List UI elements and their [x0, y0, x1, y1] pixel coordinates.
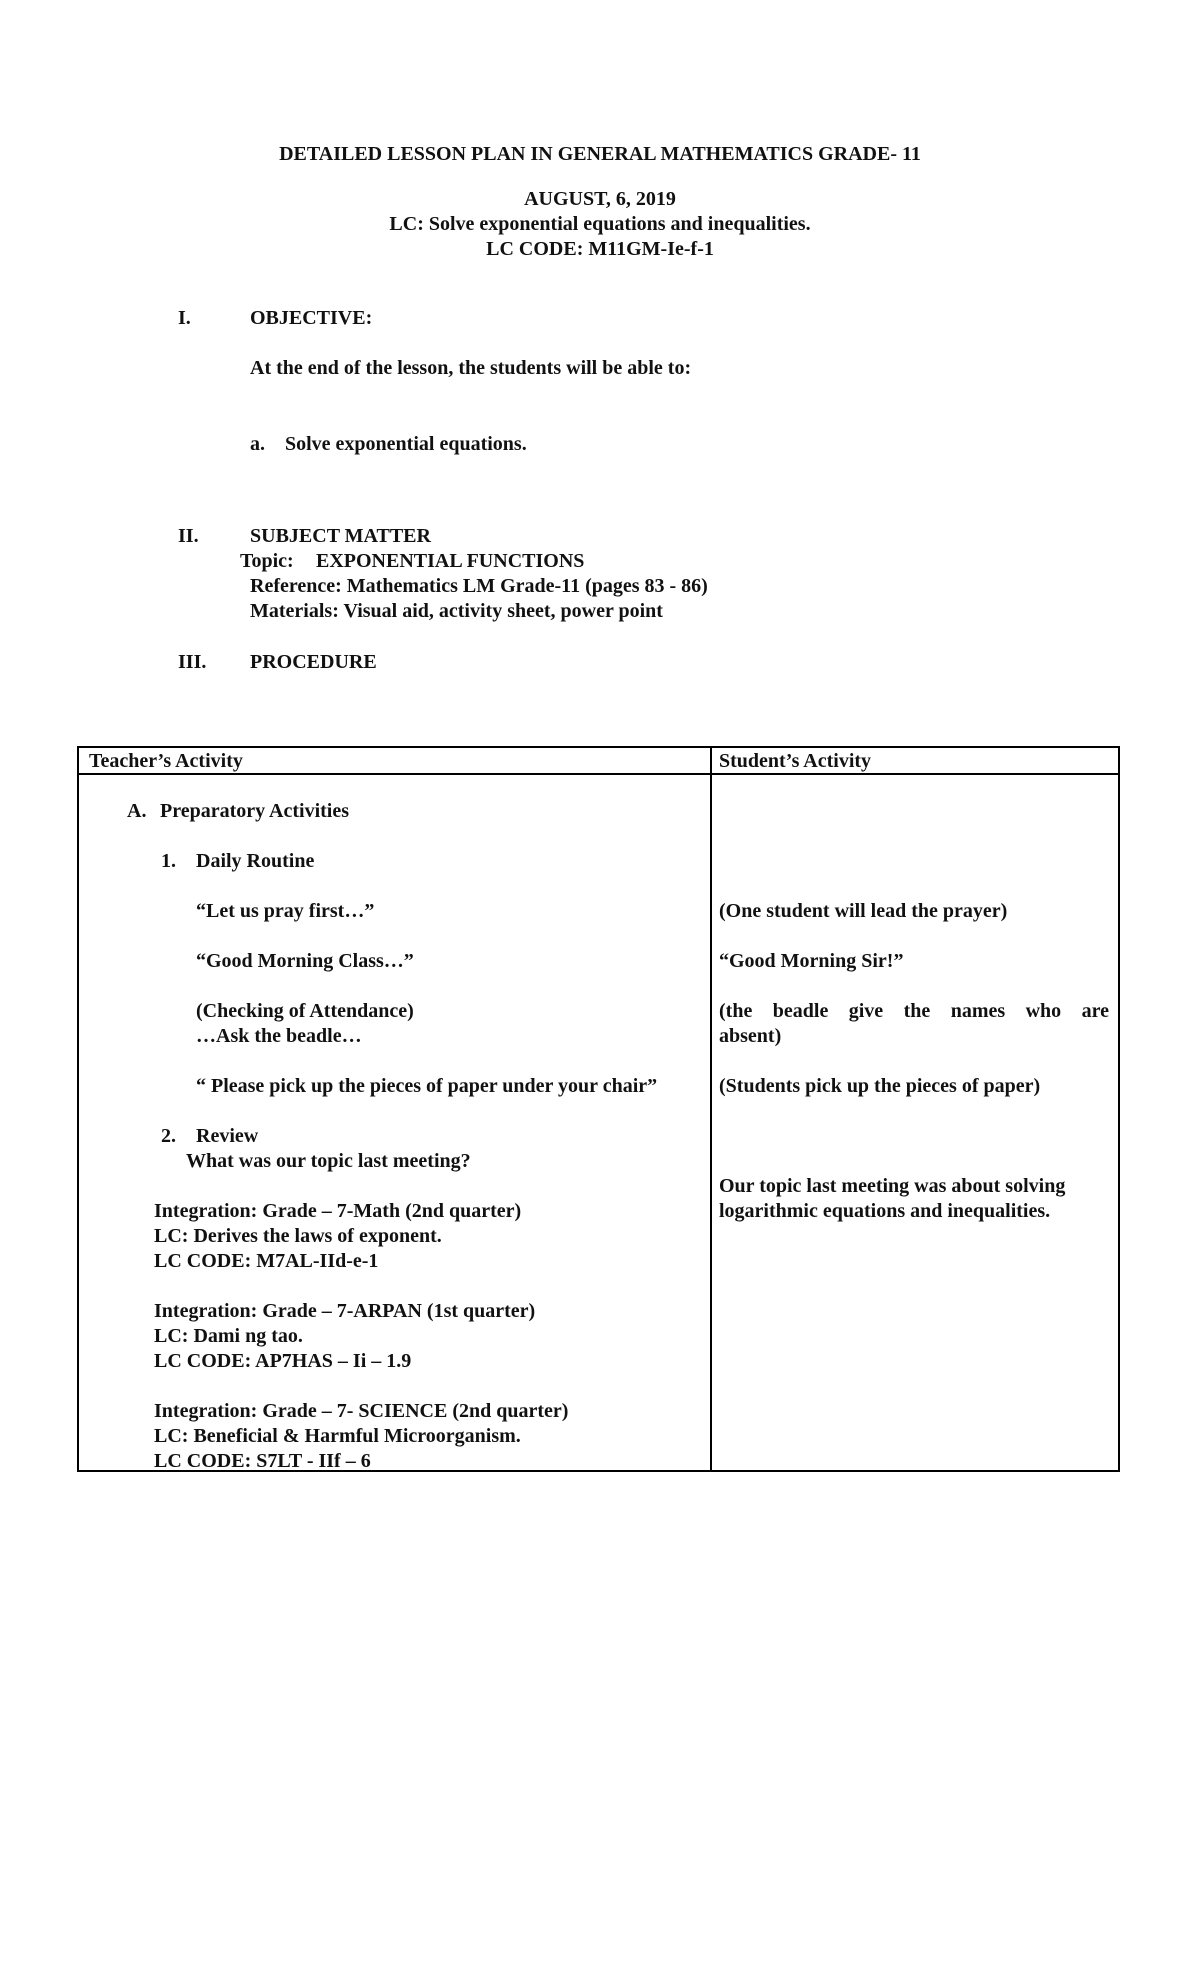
integration-2-line-1: Integration: Grade – 7-ARPAN (1st quarter) — [154, 1300, 536, 1322]
topic-value: EXPONENTIAL FUNCTIONS — [316, 550, 585, 572]
student-prayer: (One student will lead the prayer) — [719, 900, 1008, 922]
objective-intro: At the end of the lesson, the students will be able to: — [250, 357, 692, 379]
teacher-greeting: “Good Morning Class…” — [196, 950, 414, 972]
procedure-heading: PROCEDURE — [250, 651, 377, 673]
integration-3-line-1: Integration: Grade – 7- SCIENCE (2nd quarter) — [154, 1400, 569, 1422]
objective-item: Solve exponential equations. — [285, 433, 527, 455]
integration-1-line-1: Integration: Grade – 7-Math (2nd quarter) — [154, 1200, 522, 1222]
teacher-review-question: What was our topic last meeting? — [186, 1150, 471, 1172]
section-a-letter: A. — [127, 800, 147, 822]
section-number-subject: II. — [178, 525, 199, 547]
objective-heading: OBJECTIVE: — [250, 307, 373, 329]
objective-item-letter: a. — [250, 433, 265, 455]
integration-3-line-3: LC CODE: S7LT - IIf – 6 — [154, 1450, 371, 1472]
lesson-date: AUGUST, 6, 2019 — [524, 188, 676, 210]
student-beadle-line-2: absent) — [719, 1025, 782, 1047]
student-greeting: “Good Morning Sir!” — [719, 950, 904, 972]
lc-code: LC CODE: M11GM-Ie-f-1 — [486, 238, 714, 260]
teacher-prayer: “Let us pray first…” — [196, 900, 375, 922]
student-answer-line-2: logarithmic equations and inequalities. — [719, 1200, 1051, 1222]
student-paper: (Students pick up the pieces of paper) — [719, 1075, 1041, 1097]
teacher-attendance: (Checking of Attendance) — [196, 1000, 414, 1022]
section-a-title: Preparatory Activities — [160, 800, 350, 822]
teacher-beadle: …Ask the beadle… — [196, 1025, 362, 1047]
integration-1-line-2: LC: Derives the laws of exponent. — [154, 1225, 442, 1247]
header-divider — [79, 773, 1118, 775]
column-header-student: Student’s Activity — [719, 750, 872, 772]
student-answer-line-1: Our topic last meeting was about solving — [719, 1175, 1066, 1197]
learning-competency: LC: Solve exponential equations and inequalities. — [389, 213, 811, 235]
document-title: DETAILED LESSON PLAN IN GENERAL MATHEMATICS GRADE- 11 — [279, 143, 921, 165]
item1-title: Daily Routine — [196, 850, 315, 872]
subject-heading: SUBJECT MATTER — [250, 525, 431, 547]
integration-2-line-3: LC CODE: AP7HAS – Ii – 1.9 — [154, 1350, 412, 1372]
item1-number: 1. — [161, 850, 176, 872]
topic-label: Topic: — [240, 550, 294, 572]
column-divider — [710, 748, 712, 1470]
student-beadle-line-1: (the beadle give the names who are — [719, 1000, 1109, 1022]
section-number-procedure: III. — [178, 651, 207, 673]
reference: Reference: Mathematics LM Grade-11 (pages 83 - 86) — [250, 575, 708, 597]
integration-1-line-3: LC CODE: M7AL-IId-e-1 — [154, 1250, 379, 1272]
integration-2-line-2: LC: Dami ng tao. — [154, 1325, 303, 1347]
teacher-paper: “ Please pick up the pieces of paper under your chair” — [196, 1075, 658, 1097]
item2-title: Review — [196, 1125, 259, 1147]
integration-3-line-2: LC: Beneficial & Harmful Microorganism. — [154, 1425, 521, 1447]
materials: Materials: Visual aid, activity sheet, power point — [250, 600, 663, 622]
section-number-objective: I. — [178, 307, 191, 329]
item2-number: 2. — [161, 1125, 176, 1147]
column-header-teacher: Teacher’s Activity — [89, 750, 243, 772]
